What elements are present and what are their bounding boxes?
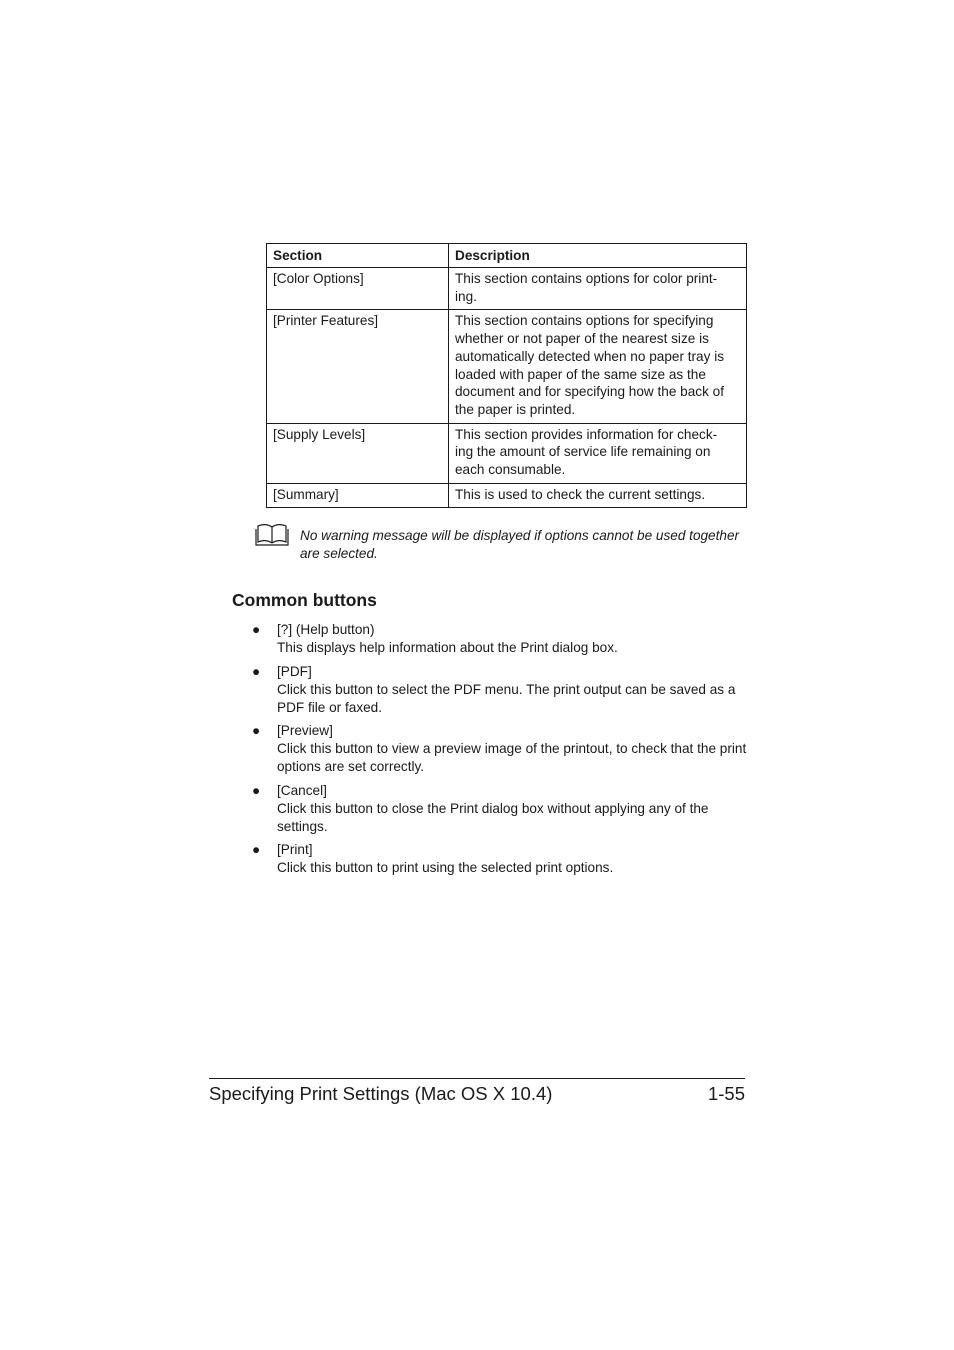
button-description: Click this button to select the PDF menu. The print output can be saved as a PDF file or faxed. [277,681,736,715]
table-cell-description: This section contains options for specifying whether or not paper of the nearest size is automatically detected when no paper tray is loaded with paper of the same size as the document and for specifying how the back of the paper is printed. [449,310,747,423]
button-description: This displays help information about the Print dialog box. [277,639,618,655]
button-name: [Cancel] [277,783,327,798]
table-header-row [267,244,747,268]
footer-divider [209,1078,745,1079]
button-description: Click this button to view a preview image of the printout, to check that the print options are set correctly. [277,740,747,774]
list-item-body [277,663,749,716]
note-book-icon [255,522,289,546]
button-name: [Preview] [277,723,333,738]
list-item-body [277,621,749,657]
bullet-icon: ● [252,622,261,637]
table-cell-description: This is used to check the current settings. [449,483,747,508]
table-cell-section: [Printer Features] [267,310,449,423]
list-item-body [277,782,749,835]
list-item-body [277,722,749,775]
table-cell-description: This section provides information for check- ing the amount of service life remaining on each consumable. [449,423,747,483]
table-cell-section: [Summary] [267,483,449,508]
table-cell-description: This section contains options for color print- ing. [449,268,747,310]
sections-table [266,243,747,508]
page-number: 1-55 [707,1083,745,1104]
bullet-icon: ● [252,723,261,738]
list-item-body [277,841,749,877]
note-text: No warning message will be displayed if options cannot be used together are selected. [300,528,740,561]
table-cell-section: [Supply Levels] [267,423,449,483]
button-name: [?] (Help button) [277,622,375,637]
table-row [267,310,747,423]
table-row [267,483,747,508]
bullet-icon: ● [252,783,261,798]
button-description: Click this button to print using the selected print options. [277,859,614,875]
table-row [267,423,747,483]
table-header-description: Description [449,244,747,268]
common-buttons-heading: Common buttons [232,590,377,610]
bullet-icon: ● [252,842,261,857]
button-description: Click this button to close the Print dialog box without applying any of the settings. [277,800,709,834]
footer-chapter-title: Specifying Print Settings (Mac OS X 10.4) [209,1083,553,1104]
bullet-icon: ● [252,664,261,679]
table-header-section: Section [267,244,449,268]
button-name: [Print] [277,842,313,857]
table-cell-section: [Color Options] [267,268,449,310]
table-row [267,268,747,310]
button-name: [PDF] [277,664,312,679]
